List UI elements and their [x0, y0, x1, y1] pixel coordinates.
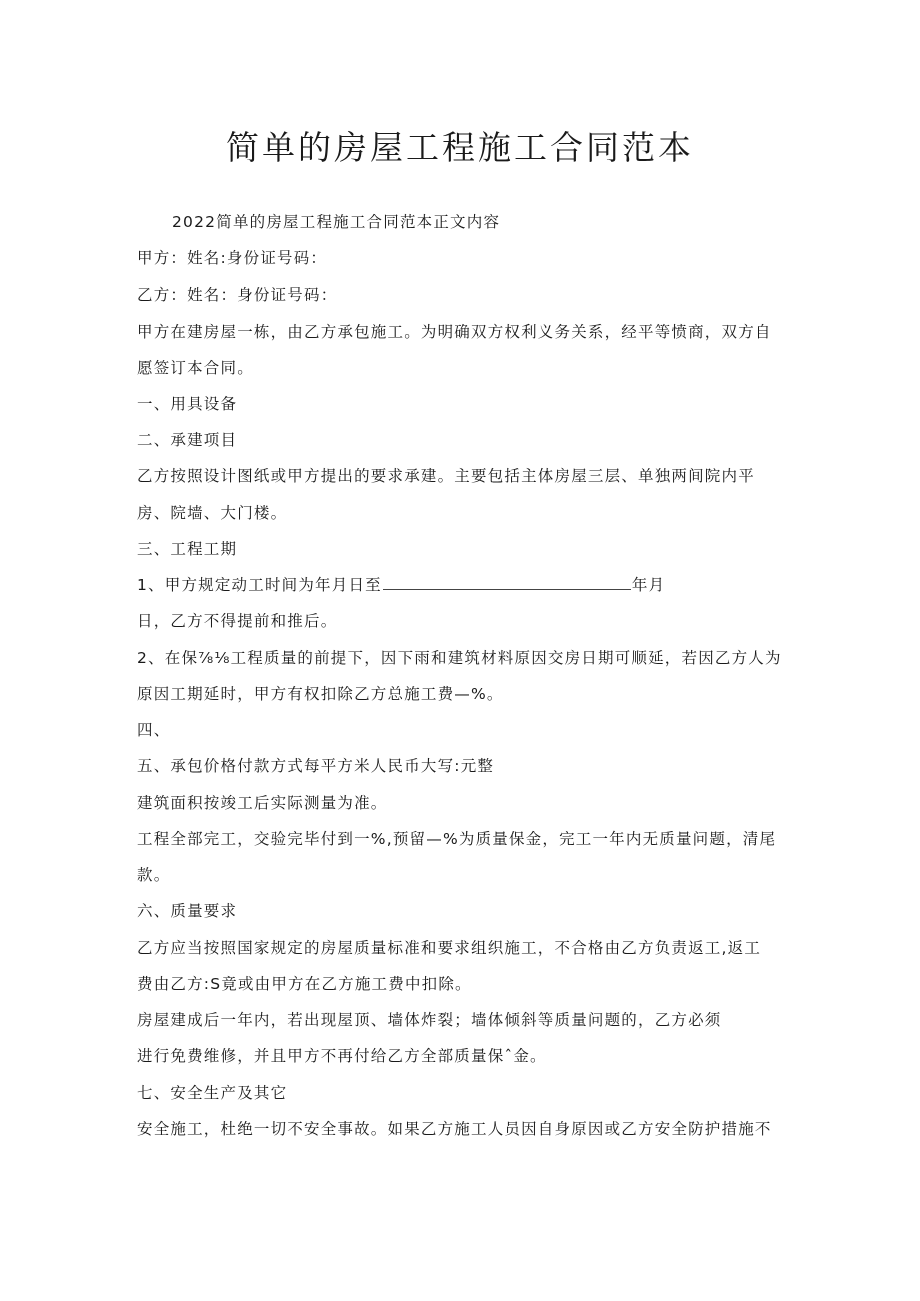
- section-2-para-line-2: 房、院墙、大门楼。: [137, 504, 288, 522]
- section-5-para-2-line-2: 款。: [137, 866, 171, 884]
- section-3-item-1-suffix: 年月: [631, 576, 666, 594]
- section-7-para-1: 安全施工，杜绝一切不安全事故。如果乙方施工人员因自身原因或乙方安全防护措施不: [137, 1120, 772, 1138]
- section-3-heading: 三、工程工期: [137, 540, 238, 558]
- section-6-para-1-line-1: 乙方应当按照国家规定的房屋质量标准和要求组织施工，不合格由乙方负责返工,返工: [137, 939, 762, 957]
- intro-line-1: 甲方在建房屋一栋，由乙方承包施工。为明确双方权利义务关系，经平等愤商，双方自: [137, 323, 772, 341]
- subtitle: 2022简单的房屋工程施工合同范本正文内容: [172, 213, 501, 231]
- blank-underline: [383, 575, 631, 590]
- document-title: 简单的房屋工程施工合同范本: [226, 128, 694, 167]
- section-6-para-2-line-2: 进行免费维修，并且甲方不再付给乙方全部质量保ˆ金。: [137, 1047, 547, 1065]
- section-6-para-2-line-1: 房屋建成后一年内，若出现屋顶、墙体炸裂；墙体倾斜等质量问题的，乙方必须: [137, 1011, 722, 1029]
- section-7-heading: 七、安全生产及其它: [137, 1084, 288, 1102]
- section-5-heading: 五、承包价格付款方式每平方米人民币大写:元整: [137, 757, 495, 775]
- section-5-para-1: 建筑面积按竣工后实际测量为准。: [137, 794, 388, 812]
- intro-line-2: 愿签订本合同。: [137, 359, 254, 377]
- section-3-item-2-line-2: 原因工期延时，甲方有权扣除乙方总施工费—%。: [137, 685, 504, 703]
- section-3-item-1-text: 1、甲方规定动工时间为年月日至: [137, 576, 382, 594]
- section-3-item-2-line-1: 2、在保⅞⅛工程质量的前提下，因下雨和建筑材料原因交房日期可顺延，若因乙方人为: [137, 649, 782, 667]
- section-5-para-2-line-1: 工程全部完工，交验完毕付到一%,预留—%为质量保金，完工一年内无质量问题，清尾: [137, 830, 777, 848]
- section-2-heading: 二、承建项目: [137, 431, 238, 449]
- section-4-heading: 四、: [137, 721, 171, 739]
- section-3-item-1: [137, 574, 665, 596]
- section-6-para-1-line-2: 费由乙方:S竟或由甲方在乙方施工费中扣除。: [137, 975, 472, 993]
- section-1-heading: 一、用具设备: [137, 395, 238, 413]
- party-a-line: 甲方：姓名:身份证号码：: [137, 249, 328, 267]
- section-2-para-line-1: 乙方按照设计图纸或甲方提出的要求承建。主要包括主体房屋三层、单独两间院内平: [137, 467, 755, 485]
- section-3-item-1-cont: 日，乙方不得提前和推后。: [137, 612, 338, 630]
- party-b-line: 乙方：姓名：身份证号码：: [137, 286, 338, 304]
- section-6-heading: 六、质量要求: [137, 902, 238, 920]
